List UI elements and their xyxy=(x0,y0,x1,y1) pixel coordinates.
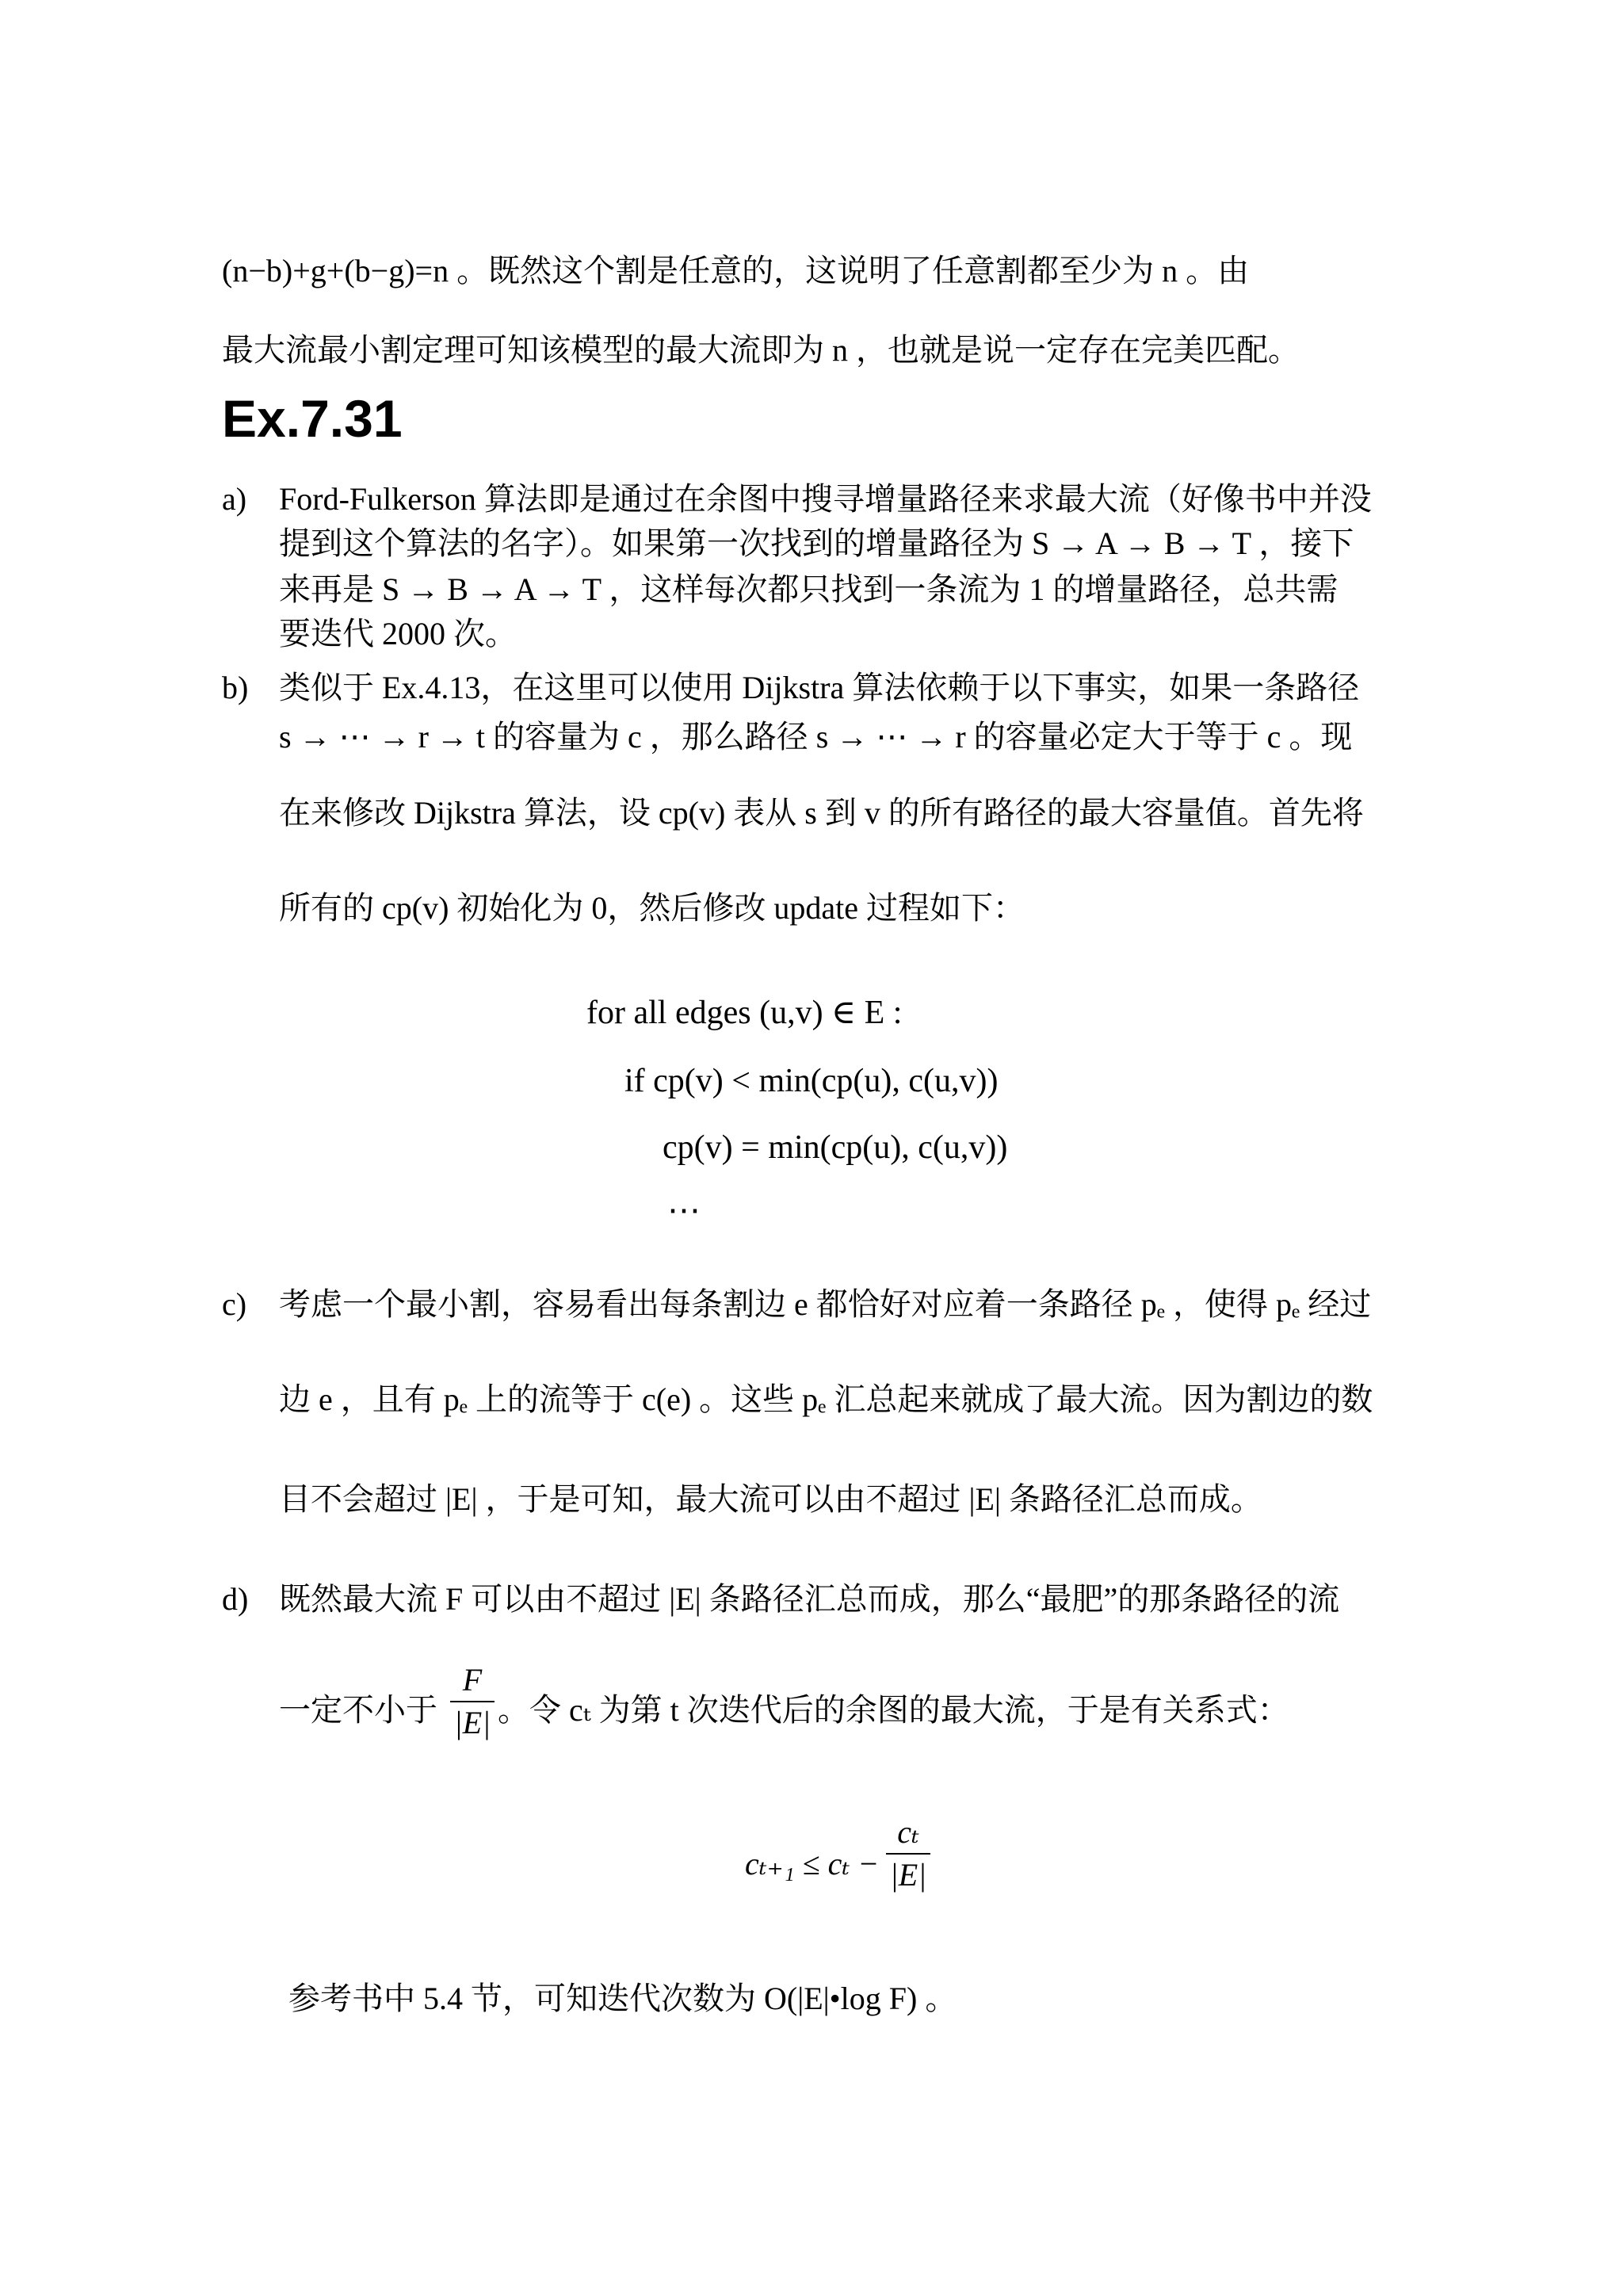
item-d-line: 一定不小于 xyxy=(279,1692,437,1728)
item-a-line: 提到这个算法的名字）。如果第一次找到的增量路径为 S → A → B → T ，接下 xyxy=(279,525,1354,561)
fraction-bar xyxy=(450,1701,495,1702)
paragraph-line: (n−b)+g+(b−g)=n 。既然这个割是任意的，这说明了任意割都至少为 n 。由 xyxy=(222,253,1250,288)
code-line: cp(v) = min(cp(u), c(u,v)) xyxy=(663,1129,1008,1166)
item-b-line: 所有的 cp(v) 初始化为 0，然后修改 update 过程如下： xyxy=(279,890,1025,926)
fraction-numerator: F xyxy=(462,1662,483,1698)
code-line: ⋯ xyxy=(667,1193,701,1229)
item-d-line: 既然最大流 F 可以由不超过 |E| 条路径汇总而成，那么“最肥”的那条路径的流 xyxy=(279,1581,1340,1617)
item-a-line: Ford-Fulkerson 算法即是通过在余图中搜寻增量路径来求最大流（好像书中并没 xyxy=(279,481,1372,517)
section-heading: Ex.7.31 xyxy=(222,389,403,448)
item-label-a: a) xyxy=(222,481,247,517)
fraction-ct-over-e xyxy=(886,1813,930,1894)
item-c-line: 目不会超过 |E| ，于是可知，最大流可以由不超过 |E| 条路径汇总而成。 xyxy=(279,1481,1262,1517)
item-c-line: 考虑一个最小割，容易看出每条割边 e 都恰好对应着一条路径 pₑ ，使得 pₑ 经过 xyxy=(279,1286,1372,1322)
paragraph-line: 最大流最小割定理可知该模型的最大流即为 n ，也就是说一定存在完美匹配。 xyxy=(222,332,1300,368)
code-line: for all edges (u,v) ∈ E : xyxy=(586,995,903,1031)
item-a-line: 来再是 S → B → A → T ，这样每次都只找到一条流为 1 的增量路径，总共需 xyxy=(279,571,1338,607)
item-label-c: c) xyxy=(222,1286,247,1322)
fraction-numerator: cₜ xyxy=(897,1814,919,1850)
fraction-f-over-e xyxy=(450,1661,495,1742)
item-label-d: d) xyxy=(222,1581,249,1617)
fraction-denominator: |E| xyxy=(889,1857,927,1893)
item-b-line: 类似于 Ex.4.13，在这里可以使用 Dijkstra 算法依赖于以下事实，如果一条路径 xyxy=(279,670,1360,705)
display-formula-left: cₜ₊₁ ≤ cₜ − xyxy=(745,1846,880,1881)
item-c-line: 边 e ，且有 pₑ 上的流等于 c(e) 。这些 pₑ 汇总起来就成了最大流。因为割边的数 xyxy=(279,1381,1373,1417)
item-b-line: 在来修改 Dijkstra 算法，设 cp(v) 表从 s 到 v 的所有路径的最大容量值。首先将 xyxy=(279,795,1364,831)
item-d-line: 。令 cₜ 为第 t 次迭代后的余图的最大流，于是有关系式： xyxy=(498,1692,1289,1728)
item-a-line: 要迭代 2000 次。 xyxy=(279,616,517,651)
fraction-bar xyxy=(886,1853,930,1855)
item-label-b: b) xyxy=(222,670,249,705)
code-line: if cp(v) < min(cp(u), c(u,v)) xyxy=(624,1063,999,1099)
conclusion-line: 参考书中 5.4 节，可知迭代次数为 O(|E|•log F) 。 xyxy=(288,1981,957,2016)
fraction-denominator: |E| xyxy=(453,1705,491,1740)
item-b-line: s → ⋯ → r → t 的容量为 c ，那么路径 s → ⋯ → r 的容量必定大于等于 c 。现 xyxy=(279,719,1353,755)
